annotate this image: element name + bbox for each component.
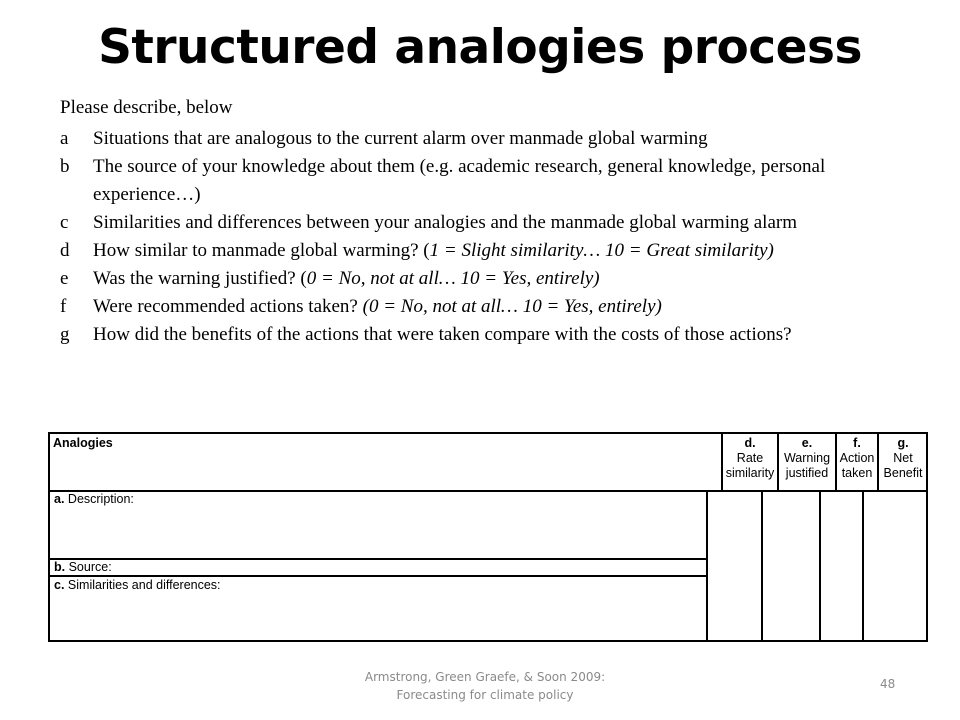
list-item xyxy=(60,209,900,237)
item-letter: a xyxy=(60,128,69,149)
table-divider xyxy=(819,490,821,640)
row-label-description xyxy=(54,492,134,506)
column-header-rate-similarity xyxy=(723,436,777,481)
item-text xyxy=(93,209,900,237)
item-letter: b xyxy=(60,156,70,177)
item-text-italic: 0 = No, not at all… 10 = Yes, entirely) xyxy=(306,268,600,289)
row-label-text: Similarities and differences: xyxy=(64,578,221,592)
column-label-line1: Net xyxy=(893,451,913,465)
table-divider xyxy=(50,575,706,577)
table-divider xyxy=(761,490,763,640)
instruction-list xyxy=(60,125,900,349)
column-letter: e. xyxy=(801,436,813,450)
row-label-text: Description: xyxy=(64,492,134,506)
item-letter: c xyxy=(60,212,69,233)
analogies-header: Analogies xyxy=(53,436,113,450)
list-item xyxy=(60,321,900,349)
item-text xyxy=(93,265,900,293)
column-label-line1: Action xyxy=(839,451,875,465)
item-text-italic: 1 = Slight similarity… 10 = Great similarity) xyxy=(429,240,774,261)
item-text xyxy=(93,293,900,321)
column-letter: f. xyxy=(853,436,861,450)
table-divider xyxy=(50,490,926,492)
item-letter: e xyxy=(60,268,69,289)
slide-title: Structured analogies process xyxy=(98,20,862,75)
row-letter: a. xyxy=(54,492,65,506)
item-text xyxy=(93,153,900,209)
footer-citation xyxy=(340,668,630,704)
column-letter: d. xyxy=(744,436,756,450)
column-label-line1: Rate xyxy=(736,451,764,465)
item-text xyxy=(93,237,900,265)
item-text-plain: Situations that are analogous to the current alarm over manmade global warming xyxy=(93,128,708,149)
column-header-warning-justified xyxy=(779,436,835,481)
row-label-similarities xyxy=(54,578,221,592)
column-label-line2: similarity xyxy=(725,466,775,480)
item-text xyxy=(93,125,900,153)
list-item xyxy=(60,125,900,153)
row-letter: c. xyxy=(54,578,65,592)
item-text-plain: The source of your knowledge about them (e.g. academic research, general knowledge, personal experience…) xyxy=(93,156,826,205)
list-item xyxy=(60,293,900,321)
column-label-line2: Benefit xyxy=(883,466,923,480)
item-text-plain: Similarities and differences between your analogies and the manmade global warming alarm xyxy=(93,212,797,233)
item-letter: f xyxy=(60,296,67,317)
page-number: 48 xyxy=(880,677,896,691)
table-divider xyxy=(706,490,708,640)
row-letter: b. xyxy=(54,560,66,574)
analogies-form-table xyxy=(48,432,928,642)
list-item xyxy=(60,265,900,293)
list-item xyxy=(60,237,900,265)
row-label-source xyxy=(54,560,112,574)
item-text-plain: Were recommended actions taken? xyxy=(93,296,363,317)
footer-line-2: Forecasting for climate policy xyxy=(396,688,574,702)
item-text-plain: Was the warning justified? ( xyxy=(93,268,307,289)
table-divider xyxy=(862,490,864,640)
item-text xyxy=(93,321,900,349)
intro-text: Please describe, below xyxy=(60,97,233,118)
item-text-plain: How did the benefits of the actions that were taken compare with the costs of those actions? xyxy=(93,324,792,345)
item-letter: d xyxy=(60,240,70,261)
item-text-plain: How similar to manmade global warming? ( xyxy=(93,240,430,261)
footer-line-1: Armstrong, Green Graefe, & Soon 2009: xyxy=(364,670,606,684)
column-letter: g. xyxy=(897,436,909,450)
list-item xyxy=(60,153,900,209)
column-header-action-taken xyxy=(837,436,877,481)
column-label-line1: Warning xyxy=(783,451,831,465)
column-label-line2: justified xyxy=(785,466,829,480)
row-label-text: Source: xyxy=(65,560,112,574)
item-letter: g xyxy=(60,324,70,345)
column-header-net-benefit xyxy=(879,436,927,481)
column-label-line2: taken xyxy=(841,466,873,480)
item-text-italic: (0 = No, not at all… 10 = Yes, entirely) xyxy=(362,296,662,317)
table-divider xyxy=(50,558,706,560)
